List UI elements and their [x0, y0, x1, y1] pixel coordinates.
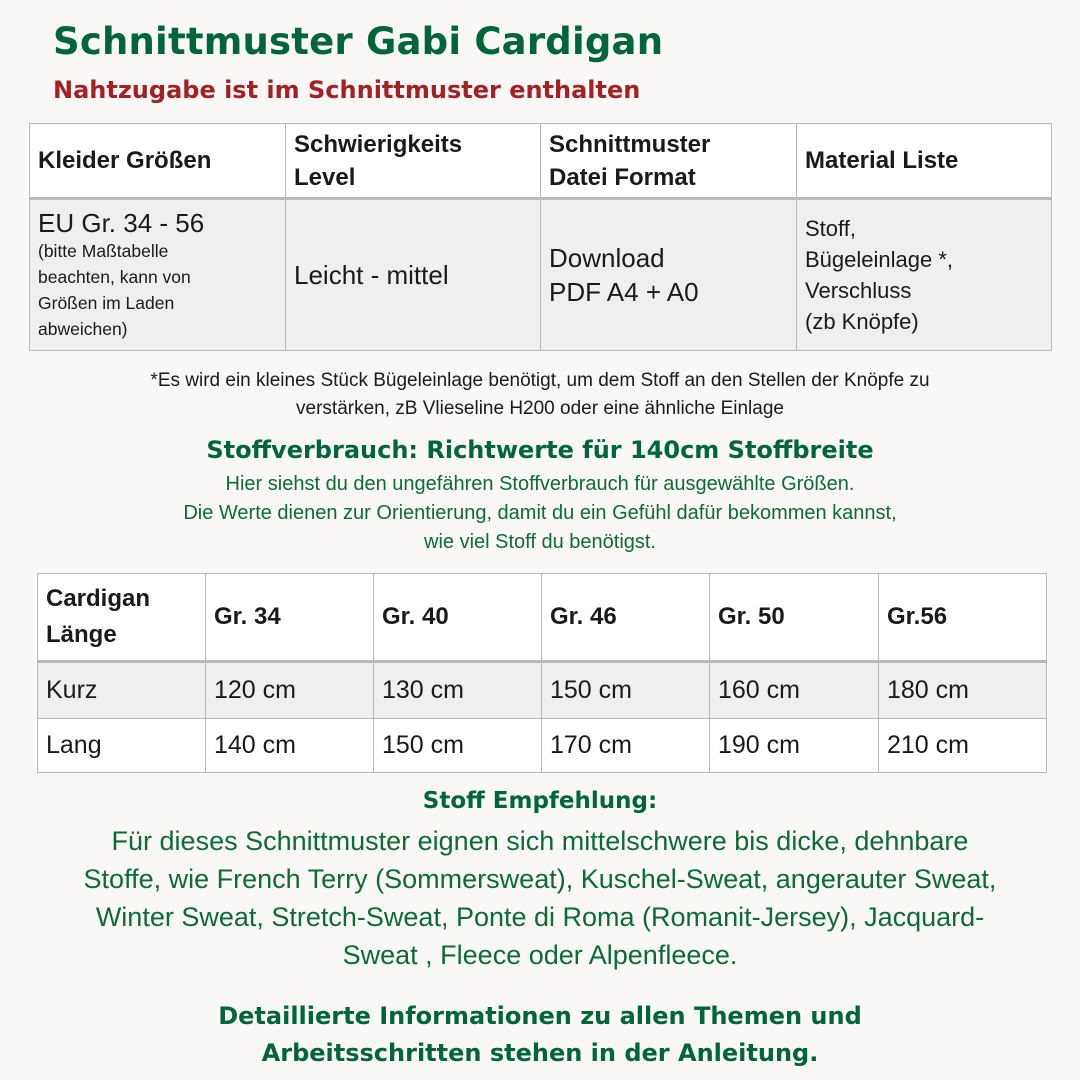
cell-materials: Stoff, Bügeleinlage *, Verschluss (zb Knöpfe) — [797, 199, 1052, 351]
table-row — [38, 719, 1047, 773]
cell-value: 160 cm — [710, 662, 879, 719]
header-cardigan-length: Cardigan Länge — [38, 574, 206, 662]
table-row — [38, 662, 1047, 719]
cell-value: 120 cm — [206, 662, 374, 719]
cell-value: 130 cm — [374, 662, 542, 719]
pattern-info-table — [29, 123, 1052, 351]
cell-value: 140 cm — [206, 719, 374, 773]
header-size: Gr. 40 — [374, 574, 542, 662]
cell-difficulty: Leicht - mittel — [286, 199, 541, 351]
size-note-line: abweichen) — [38, 319, 128, 339]
fabric-recommendation-text: Für dieses Schnittmuster eignen sich mittelschwere bis dicke, dehnbare Stoffe, wie French Terry (Sommersweat), Kuschel-Sweat, angerauter Sweat, Winter Sweat, Stretch-Sweat, Ponte di Roma (Romanit-Jersey), Jacquard- Sweat , Fleece oder Alpenfleece. — [83, 826, 997, 970]
size-range: EU Gr. 34 - 56 — [38, 208, 205, 238]
fabric-usage-title: Stoffverbrauch: Richtwerte für 140cm Stoffbreite — [206, 436, 874, 464]
fabric-usage-description: Hier siehst du den ungefähren Stoffverbrauch für ausgewählte Größen. Die Werte dienen zur Orientierung, damit du ein Gefühl dafür bekommen kannst, wie viel Stoff du benötigst. — [183, 473, 897, 553]
cell-value: 150 cm — [542, 662, 710, 719]
interfacing-footnote: *Es wird ein kleines Stück Bügeleinlage benötigt, um dem Stoff an den Stellen der Knöpfe zu verstärken, zB Vlieseline H200 oder eine ähnliche Einlage — [150, 370, 930, 419]
cell-value: 150 cm — [374, 719, 542, 773]
cell-sizes — [30, 199, 286, 351]
cell-value: 190 cm — [710, 719, 879, 773]
header-sizes: Kleider Größen — [30, 124, 286, 199]
seam-allowance-note: Nahtzugabe ist im Schnittmuster enthalten — [53, 76, 641, 104]
fabric-usage-table — [37, 573, 1047, 773]
cell-file-format: Download PDF A4 + A0 — [541, 199, 797, 351]
header-size: Gr. 46 — [542, 574, 710, 662]
header-size: Gr. 50 — [710, 574, 879, 662]
cell-value: 210 cm — [879, 719, 1047, 773]
row-label: Lang — [38, 719, 206, 773]
size-note-line: (bitte Maßtabelle — [38, 241, 169, 261]
row-label: Kurz — [38, 662, 206, 719]
header-size: Gr. 34 — [206, 574, 374, 662]
header-difficulty: Schwierigkeits Level — [286, 124, 541, 199]
cell-value: 180 cm — [879, 662, 1047, 719]
header-size: Gr.56 — [879, 574, 1047, 662]
page-title: Schnittmuster Gabi Cardigan — [53, 20, 664, 63]
header-material-list: Material Liste — [797, 124, 1052, 199]
cell-value: 170 cm — [542, 719, 710, 773]
size-note-line: Größen im Laden — [38, 293, 175, 313]
table-row — [30, 199, 1052, 351]
size-note-line: beachten, kann von — [38, 267, 191, 287]
header-file-format: Schnittmuster Datei Format — [541, 124, 797, 199]
table-header-row — [38, 574, 1047, 662]
table-header-row — [30, 124, 1052, 199]
closing-note: Detaillierte Informationen zu allen Themen und Arbeitsschritten stehen in der Anleitung. — [218, 1002, 862, 1067]
fabric-recommendation-title: Stoff Empfehlung: — [422, 788, 658, 814]
